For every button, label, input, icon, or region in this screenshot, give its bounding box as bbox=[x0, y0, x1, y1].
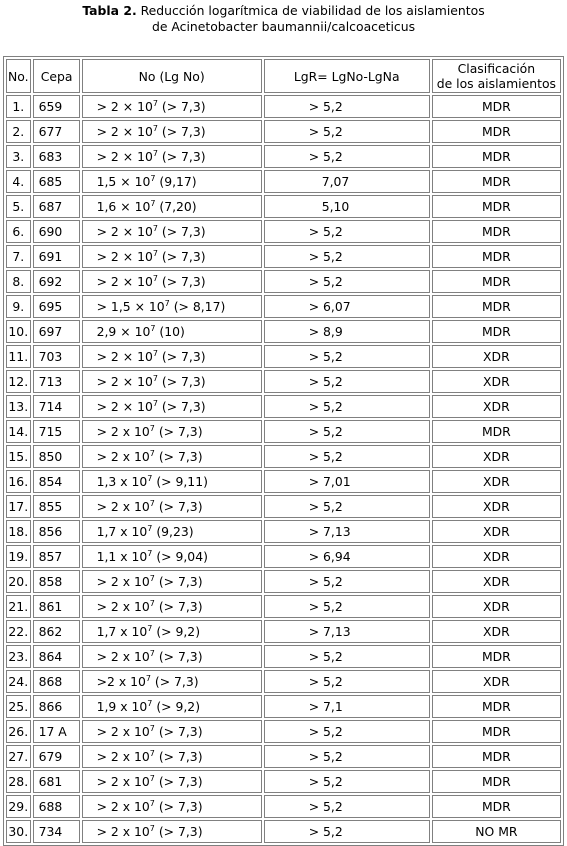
n0-exponent: 7 bbox=[152, 274, 158, 283]
header-cepa: Cepa bbox=[33, 59, 80, 93]
n0-exponent: 7 bbox=[149, 574, 155, 583]
n0-log: (> 7,3) bbox=[154, 599, 203, 614]
cell-no: 5. bbox=[6, 195, 31, 218]
cell-n0 bbox=[82, 645, 262, 668]
cell-n0 bbox=[82, 195, 262, 218]
n0-mantissa: 2,9 × 10 bbox=[96, 324, 151, 339]
n0-mantissa: 1,3 x 10 bbox=[96, 474, 148, 489]
cell-no: 4. bbox=[6, 170, 31, 193]
cell-no: 9. bbox=[6, 295, 31, 318]
cell-n0 bbox=[82, 670, 262, 693]
header-classification-line-2: de los aislamientos bbox=[436, 76, 556, 91]
table-row bbox=[6, 795, 561, 818]
cell-cepa: 679 bbox=[33, 745, 80, 768]
cell-no: 20. bbox=[6, 570, 31, 593]
cell-classification: MDR bbox=[432, 270, 561, 293]
table-row bbox=[6, 245, 561, 268]
cell-cepa: 691 bbox=[33, 245, 80, 268]
table-row bbox=[6, 670, 561, 693]
table-row bbox=[6, 270, 561, 293]
cell-classification: MDR bbox=[432, 170, 561, 193]
n0-mantissa: > 2 × 10 bbox=[96, 99, 153, 114]
cell-cepa: 862 bbox=[33, 620, 80, 643]
cell-classification: MDR bbox=[432, 770, 561, 793]
n0-exponent: 7 bbox=[164, 299, 170, 308]
cell-classification: MDR bbox=[432, 420, 561, 443]
cell-n0 bbox=[82, 495, 262, 518]
cell-lgr: > 5,2 bbox=[264, 270, 430, 293]
n0-mantissa: > 2 × 10 bbox=[96, 374, 153, 389]
cell-no: 21. bbox=[6, 595, 31, 618]
cell-no: 19. bbox=[6, 545, 31, 568]
n0-mantissa: > 2 x 10 bbox=[96, 499, 150, 514]
cell-lgr: > 5,2 bbox=[264, 495, 430, 518]
n0-exponent: 7 bbox=[149, 449, 155, 458]
cell-lgr: 5,10 bbox=[264, 195, 430, 218]
cell-classification: MDR bbox=[432, 795, 561, 818]
n0-log: (> 7,3) bbox=[154, 424, 203, 439]
cell-cepa: 854 bbox=[33, 470, 80, 493]
n0-log: (> 9,11) bbox=[152, 474, 208, 489]
table-caption bbox=[0, 0, 567, 35]
cell-no: 23. bbox=[6, 645, 31, 668]
cell-no: 29. bbox=[6, 795, 31, 818]
n0-exponent: 7 bbox=[152, 249, 158, 258]
cell-n0 bbox=[82, 795, 262, 818]
cell-no: 11. bbox=[6, 345, 31, 368]
table-row bbox=[6, 95, 561, 118]
cell-lgr: > 5,2 bbox=[264, 745, 430, 768]
cell-lgr: > 5,2 bbox=[264, 120, 430, 143]
cell-classification: MDR bbox=[432, 695, 561, 718]
cell-lgr: > 7,13 bbox=[264, 620, 430, 643]
cell-no: 22. bbox=[6, 620, 31, 643]
viability-table bbox=[3, 56, 564, 846]
cell-classification: MDR bbox=[432, 120, 561, 143]
cell-lgr: > 5,2 bbox=[264, 95, 430, 118]
table-row bbox=[6, 770, 561, 793]
n0-log: (> 7,3) bbox=[157, 149, 206, 164]
n0-log: (> 7,3) bbox=[157, 224, 206, 239]
n0-exponent: 7 bbox=[147, 624, 153, 633]
cell-no: 12. bbox=[6, 370, 31, 393]
cell-classification: MDR bbox=[432, 720, 561, 743]
cell-cepa: 695 bbox=[33, 295, 80, 318]
cell-classification: XDR bbox=[432, 570, 561, 593]
cell-no: 13. bbox=[6, 395, 31, 418]
cell-lgr: > 6,07 bbox=[264, 295, 430, 318]
n0-log: (> 7,3) bbox=[154, 449, 203, 464]
cell-n0 bbox=[82, 445, 262, 468]
n0-mantissa: > 2 × 10 bbox=[96, 274, 153, 289]
cell-cepa: 861 bbox=[33, 595, 80, 618]
table-row bbox=[6, 145, 561, 168]
cell-classification: XDR bbox=[432, 595, 561, 618]
n0-mantissa: 1,7 x 10 bbox=[96, 624, 148, 639]
cell-classification: XDR bbox=[432, 670, 561, 693]
n0-mantissa: > 2 x 10 bbox=[96, 424, 150, 439]
table-row bbox=[6, 445, 561, 468]
cell-classification: XDR bbox=[432, 395, 561, 418]
cell-no: 28. bbox=[6, 770, 31, 793]
n0-exponent: 7 bbox=[150, 324, 156, 333]
caption-label: Tabla 2. bbox=[82, 3, 137, 18]
n0-log: (> 7,3) bbox=[154, 799, 203, 814]
cell-lgr: > 7,1 bbox=[264, 695, 430, 718]
cell-cepa: 857 bbox=[33, 545, 80, 568]
cell-n0 bbox=[82, 220, 262, 243]
n0-exponent: 7 bbox=[147, 474, 153, 483]
cell-cepa: 697 bbox=[33, 320, 80, 343]
cell-cepa: 713 bbox=[33, 370, 80, 393]
cell-lgr: > 5,2 bbox=[264, 570, 430, 593]
table-row bbox=[6, 345, 561, 368]
cell-n0 bbox=[82, 620, 262, 643]
cell-no: 18. bbox=[6, 520, 31, 543]
cell-lgr: > 7,01 bbox=[264, 470, 430, 493]
n0-log: (> 7,3) bbox=[157, 374, 206, 389]
cell-cepa: 734 bbox=[33, 820, 80, 843]
n0-exponent: 7 bbox=[150, 174, 156, 183]
table-row bbox=[6, 645, 561, 668]
cell-cepa: 715 bbox=[33, 420, 80, 443]
header-lgr: LgR= LgNo-LgNa bbox=[264, 59, 430, 93]
cell-no: 30. bbox=[6, 820, 31, 843]
cell-lgr: > 5,2 bbox=[264, 145, 430, 168]
cell-n0 bbox=[82, 570, 262, 593]
table-row bbox=[6, 420, 561, 443]
cell-cepa: 864 bbox=[33, 645, 80, 668]
cell-classification: MDR bbox=[432, 195, 561, 218]
n0-exponent: 7 bbox=[147, 549, 153, 558]
n0-log: (9,17) bbox=[155, 174, 197, 189]
header-row bbox=[6, 59, 561, 93]
cell-no: 26. bbox=[6, 720, 31, 743]
cell-classification: XDR bbox=[432, 370, 561, 393]
n0-log: (> 8,17) bbox=[169, 299, 226, 314]
cell-lgr: > 7,13 bbox=[264, 520, 430, 543]
cell-n0 bbox=[82, 270, 262, 293]
table-row bbox=[6, 370, 561, 393]
cell-n0 bbox=[82, 545, 262, 568]
n0-log: (> 7,3) bbox=[154, 499, 203, 514]
n0-mantissa: > 2 x 10 bbox=[96, 449, 150, 464]
cell-cepa: 677 bbox=[33, 120, 80, 143]
cell-classification: MDR bbox=[432, 295, 561, 318]
table-row bbox=[6, 220, 561, 243]
cell-n0 bbox=[82, 395, 262, 418]
cell-cepa: 683 bbox=[33, 145, 80, 168]
table-row bbox=[6, 595, 561, 618]
cell-no: 16. bbox=[6, 470, 31, 493]
cell-lgr: 7,07 bbox=[264, 170, 430, 193]
n0-log: (> 7,3) bbox=[154, 649, 203, 664]
n0-mantissa: > 2 × 10 bbox=[96, 249, 153, 264]
cell-classification: XDR bbox=[432, 520, 561, 543]
n0-mantissa: > 2 x 10 bbox=[96, 749, 150, 764]
cell-n0 bbox=[82, 420, 262, 443]
cell-lgr: > 5,2 bbox=[264, 795, 430, 818]
n0-log: (> 7,3) bbox=[154, 824, 203, 839]
cell-lgr: > 8,9 bbox=[264, 320, 430, 343]
cell-n0 bbox=[82, 770, 262, 793]
cell-classification: MDR bbox=[432, 745, 561, 768]
cell-lgr: > 5,2 bbox=[264, 720, 430, 743]
n0-exponent: 7 bbox=[149, 499, 155, 508]
cell-cepa: 17 A bbox=[33, 720, 80, 743]
cell-lgr: > 5,2 bbox=[264, 420, 430, 443]
cell-classification: XDR bbox=[432, 345, 561, 368]
table-row bbox=[6, 470, 561, 493]
n0-log: (> 7,3) bbox=[154, 749, 203, 764]
cell-cepa: 858 bbox=[33, 570, 80, 593]
table-row bbox=[6, 170, 561, 193]
table-row bbox=[6, 120, 561, 143]
cell-lgr: > 5,2 bbox=[264, 820, 430, 843]
cell-cepa: 688 bbox=[33, 795, 80, 818]
n0-exponent: 7 bbox=[149, 649, 155, 658]
cell-classification: XDR bbox=[432, 445, 561, 468]
table-row bbox=[6, 695, 561, 718]
caption-line-2: de Acinetobacter baumannii/calcoaceticus bbox=[151, 19, 416, 34]
n0-log: (> 7,3) bbox=[157, 99, 206, 114]
cell-classification: MDR bbox=[432, 245, 561, 268]
table-row bbox=[6, 745, 561, 768]
cell-cepa: 687 bbox=[33, 195, 80, 218]
n0-log: (> 7,3) bbox=[154, 574, 203, 589]
cell-n0 bbox=[82, 695, 262, 718]
n0-log: (> 7,3) bbox=[157, 124, 206, 139]
n0-mantissa: > 2 × 10 bbox=[96, 149, 153, 164]
cell-n0 bbox=[82, 745, 262, 768]
header-no: No. bbox=[6, 59, 31, 93]
n0-exponent: 7 bbox=[149, 599, 155, 608]
n0-mantissa: > 2 × 10 bbox=[96, 399, 153, 414]
n0-log: (> 9,04) bbox=[152, 549, 208, 564]
n0-exponent: 7 bbox=[152, 374, 158, 383]
n0-mantissa: > 2 × 10 bbox=[96, 349, 153, 364]
cell-lgr: > 5,2 bbox=[264, 645, 430, 668]
n0-exponent: 7 bbox=[152, 349, 158, 358]
n0-log: (> 7,3) bbox=[154, 774, 203, 789]
n0-exponent: 7 bbox=[152, 149, 158, 158]
header-classification-line-1: Clasificación bbox=[457, 61, 536, 76]
cell-cepa: 866 bbox=[33, 695, 80, 718]
n0-mantissa: >2 x 10 bbox=[96, 674, 146, 689]
cell-n0 bbox=[82, 95, 262, 118]
n0-mantissa: > 2 x 10 bbox=[96, 574, 150, 589]
n0-mantissa: 1,1 x 10 bbox=[96, 549, 148, 564]
cell-lgr: > 5,2 bbox=[264, 595, 430, 618]
n0-log: (> 9,2) bbox=[152, 624, 201, 639]
cell-classification: XDR bbox=[432, 620, 561, 643]
cell-n0 bbox=[82, 120, 262, 143]
n0-log: (> 7,3) bbox=[157, 249, 206, 264]
n0-mantissa: > 2 x 10 bbox=[96, 774, 150, 789]
n0-mantissa: 1,9 x 10 bbox=[96, 699, 148, 714]
table-row bbox=[6, 820, 561, 843]
cell-lgr: > 5,2 bbox=[264, 395, 430, 418]
cell-lgr: > 6,94 bbox=[264, 545, 430, 568]
table-row bbox=[6, 570, 561, 593]
cell-cepa: 703 bbox=[33, 345, 80, 368]
cell-cepa: 855 bbox=[33, 495, 80, 518]
caption-line-1 bbox=[0, 3, 567, 19]
n0-exponent: 7 bbox=[147, 699, 153, 708]
cell-no: 1. bbox=[6, 95, 31, 118]
n0-exponent: 7 bbox=[145, 674, 151, 683]
n0-exponent: 7 bbox=[152, 224, 158, 233]
cell-cepa: 690 bbox=[33, 220, 80, 243]
cell-no: 10. bbox=[6, 320, 31, 343]
n0-mantissa: 1,6 × 10 bbox=[96, 199, 151, 214]
cell-classification: MDR bbox=[432, 645, 561, 668]
n0-exponent: 7 bbox=[152, 399, 158, 408]
table-row bbox=[6, 395, 561, 418]
cell-lgr: > 5,2 bbox=[264, 245, 430, 268]
cell-cepa: 659 bbox=[33, 95, 80, 118]
cell-lgr: > 5,2 bbox=[264, 370, 430, 393]
n0-mantissa: 1,7 x 10 bbox=[96, 524, 148, 539]
n0-exponent: 7 bbox=[149, 424, 155, 433]
n0-mantissa: 1,5 × 10 bbox=[96, 174, 151, 189]
cell-no: 3. bbox=[6, 145, 31, 168]
cell-lgr: > 5,2 bbox=[264, 345, 430, 368]
cell-classification: MDR bbox=[432, 145, 561, 168]
cell-n0 bbox=[82, 170, 262, 193]
cell-n0 bbox=[82, 345, 262, 368]
cell-no: 6. bbox=[6, 220, 31, 243]
cell-cepa: 692 bbox=[33, 270, 80, 293]
cell-no: 24. bbox=[6, 670, 31, 693]
cell-cepa: 681 bbox=[33, 770, 80, 793]
n0-exponent: 7 bbox=[149, 774, 155, 783]
n0-mantissa: > 2 x 10 bbox=[96, 649, 150, 664]
n0-log: (9,23) bbox=[152, 524, 194, 539]
n0-mantissa: > 2 x 10 bbox=[96, 724, 150, 739]
n0-log: (> 9,2) bbox=[152, 699, 201, 714]
cell-n0 bbox=[82, 295, 262, 318]
n0-exponent: 7 bbox=[152, 99, 158, 108]
table-row bbox=[6, 545, 561, 568]
cell-cepa: 856 bbox=[33, 520, 80, 543]
cell-n0 bbox=[82, 595, 262, 618]
n0-log: (> 7,3) bbox=[150, 674, 199, 689]
n0-mantissa: > 2 x 10 bbox=[96, 799, 150, 814]
caption-title: Reducción logarítmica de viabilidad de los aislamientos bbox=[136, 3, 485, 18]
cell-cepa: 714 bbox=[33, 395, 80, 418]
cell-classification: MDR bbox=[432, 220, 561, 243]
table-row bbox=[6, 495, 561, 518]
header-n0: No (Lg No) bbox=[82, 59, 262, 93]
cell-n0 bbox=[82, 320, 262, 343]
cell-lgr: > 5,2 bbox=[264, 445, 430, 468]
n0-log: (10) bbox=[155, 324, 185, 339]
table-body bbox=[6, 95, 561, 843]
cell-n0 bbox=[82, 245, 262, 268]
cell-no: 2. bbox=[6, 120, 31, 143]
cell-classification: MDR bbox=[432, 95, 561, 118]
cell-lgr: > 5,2 bbox=[264, 770, 430, 793]
n0-mantissa: > 2 × 10 bbox=[96, 124, 153, 139]
cell-no: 8. bbox=[6, 270, 31, 293]
cell-cepa: 685 bbox=[33, 170, 80, 193]
cell-classification: XDR bbox=[432, 495, 561, 518]
cell-classification: NO MR bbox=[432, 820, 561, 843]
cell-n0 bbox=[82, 370, 262, 393]
n0-exponent: 7 bbox=[150, 199, 156, 208]
table-row bbox=[6, 295, 561, 318]
n0-exponent: 7 bbox=[149, 799, 155, 808]
cell-no: 15. bbox=[6, 445, 31, 468]
n0-mantissa: > 2 x 10 bbox=[96, 599, 150, 614]
n0-log: (> 7,3) bbox=[154, 724, 203, 739]
cell-n0 bbox=[82, 520, 262, 543]
cell-cepa: 868 bbox=[33, 670, 80, 693]
n0-log: (> 7,3) bbox=[157, 399, 206, 414]
n0-mantissa: > 1,5 × 10 bbox=[96, 299, 165, 314]
n0-log: (> 7,3) bbox=[157, 349, 206, 364]
cell-n0 bbox=[82, 720, 262, 743]
n0-mantissa: > 2 × 10 bbox=[96, 224, 153, 239]
cell-classification: MDR bbox=[432, 320, 561, 343]
table-row bbox=[6, 195, 561, 218]
cell-no: 27. bbox=[6, 745, 31, 768]
cell-no: 25. bbox=[6, 695, 31, 718]
table-row bbox=[6, 520, 561, 543]
n0-mantissa: > 2 x 10 bbox=[96, 824, 150, 839]
n0-exponent: 7 bbox=[149, 824, 155, 833]
n0-log: (7,20) bbox=[155, 199, 197, 214]
cell-no: 14. bbox=[6, 420, 31, 443]
cell-lgr: > 5,2 bbox=[264, 670, 430, 693]
header-classification bbox=[432, 59, 561, 93]
n0-exponent: 7 bbox=[152, 124, 158, 133]
cell-n0 bbox=[82, 470, 262, 493]
n0-exponent: 7 bbox=[149, 724, 155, 733]
cell-n0 bbox=[82, 145, 262, 168]
table-row bbox=[6, 620, 561, 643]
cell-classification: XDR bbox=[432, 545, 561, 568]
table-row bbox=[6, 720, 561, 743]
cell-lgr: > 5,2 bbox=[264, 220, 430, 243]
n0-log: (> 7,3) bbox=[157, 274, 206, 289]
n0-exponent: 7 bbox=[149, 749, 155, 758]
table-row bbox=[6, 320, 561, 343]
cell-classification: XDR bbox=[432, 470, 561, 493]
cell-cepa: 850 bbox=[33, 445, 80, 468]
cell-n0 bbox=[82, 820, 262, 843]
cell-no: 17. bbox=[6, 495, 31, 518]
cell-no: 7. bbox=[6, 245, 31, 268]
n0-exponent: 7 bbox=[147, 524, 153, 533]
